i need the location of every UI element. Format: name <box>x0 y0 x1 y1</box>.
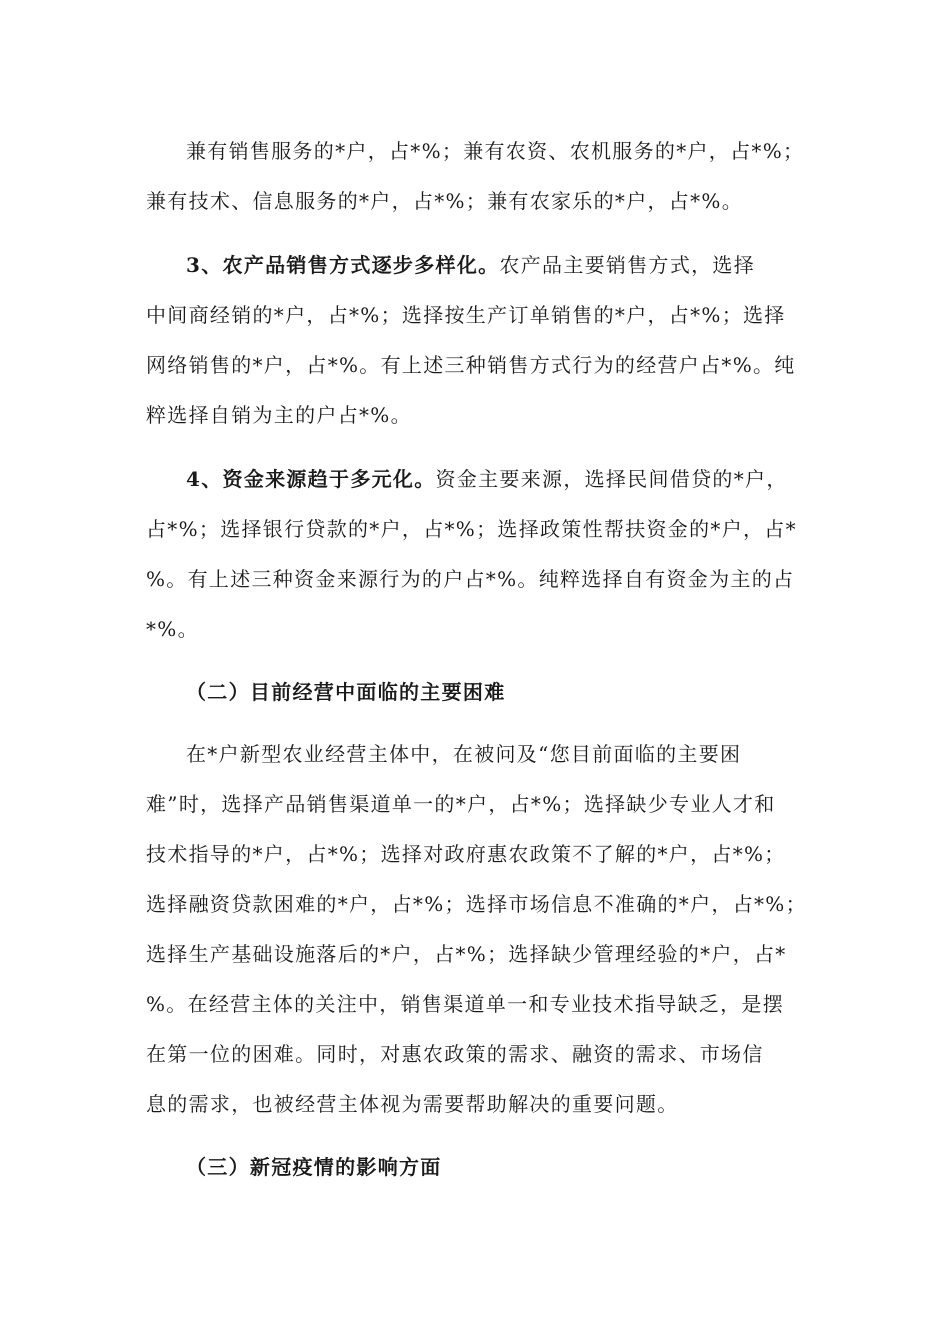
section-3-heading: （三）新冠疫情的影响方面 <box>186 1155 442 1179</box>
paragraph-a-line-1: 兼有销售服务的*户，占*%；兼有农资、农机服务的*户，占*%； <box>186 139 805 163</box>
paragraph-5-line-2: 难”时，选择产品销售渠道单一的*户，占*%；选择缺少专业人才和 <box>146 792 776 816</box>
paragraph-4-line-1 <box>186 464 818 494</box>
paragraph-5-line-4: 选择融资贷款困难的*户，占*%；选择市场信息不准确的*户，占*%； <box>146 892 807 916</box>
paragraph-3-line-1 <box>186 250 818 280</box>
paragraph-4-first-line-text: 资金主要来源，选择民间借贷的*户， <box>435 467 788 491</box>
paragraph-3-line-2: 中间商经销的*户，占*%；选择按生产订单销售的*户，占*%；选择 <box>146 303 786 327</box>
paragraph-4-line-2: 占*%；选择银行贷款的*户，占*%；选择政策性帮扶资金的*户，占* <box>146 517 797 541</box>
paragraph-5-line-3: 技术指导的*户，占*%；选择对政府惠农政策不了解的*户，占*%； <box>146 842 786 866</box>
paragraph-5-line-6: %。在经营主体的关注中，销售渠道单一和专业技术指导缺乏，是摆 <box>146 992 785 1016</box>
paragraph-4-line-3: %。有上述三种资金来源行为的户占*%。纯粹选择自有资金为主的占 <box>146 567 795 591</box>
section-2-heading: （二）目前经营中面临的主要困难 <box>186 680 506 704</box>
paragraph-5-line-1: 在*户新型农业经营主体中，在被问及“您目前面临的主要困 <box>186 742 742 766</box>
paragraph-3-first-line-text: 农产品主要销售方式，选择 <box>499 253 756 277</box>
paragraph-3-line-4: 粹选择自销为主的户占*%。 <box>146 403 412 427</box>
paragraph-4-line-4: *%。 <box>146 617 199 641</box>
paragraph-4-title: 4、资金来源趋于多元化。 <box>186 467 436 491</box>
paragraph-5-line-8: 息的需求，也被经营主体视为需要帮助解决的重要问题。 <box>146 1092 679 1116</box>
paragraph-3-line-3: 网络销售的*户，占*%。有上述三种销售方式行为的经营户占*%。纯 <box>146 353 796 377</box>
paragraph-3-title: 3、农产品销售方式逐步多样化。 <box>186 253 500 277</box>
paragraph-a-line-2: 兼有技术、信息服务的*户，占*%；兼有农家乐的*户，占*%。 <box>146 189 744 213</box>
paragraph-5-line-5: 选择生产基础设施落后的*户，占*%；选择缺少管理经验的*户，占* <box>146 942 787 966</box>
paragraph-5-line-7: 在第一位的困难。同时，对惠农政策的需求、融资的需求、市场信 <box>146 1042 764 1066</box>
